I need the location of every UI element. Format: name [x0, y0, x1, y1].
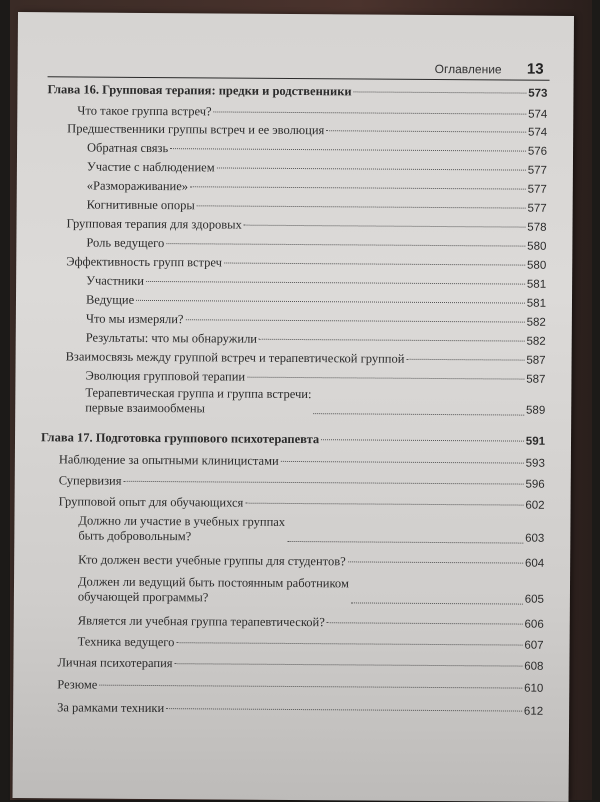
toc-entry[interactable]: Взаимосвязь между группой встреч и терапевтической группой 587	[65, 349, 546, 367]
toc-entry[interactable]: Терапевтическая группа и группа встречи: первые взаимообмены 589	[85, 385, 546, 417]
toc-entry[interactable]: «Размораживание» 577	[86, 178, 547, 196]
toc-entry[interactable]: Является ли учебная группа терапевтической? 606	[77, 613, 544, 631]
toc-entry[interactable]: Кто должен вести учебные группы для студентов? 604	[78, 552, 545, 570]
toc-entry[interactable]: Что мы измеряли? 582	[85, 311, 546, 329]
toc-entry[interactable]: Эффективность групп встреч 580	[66, 254, 547, 272]
toc-entry[interactable]: Должен ли ведущий быть постоянным работником обучающей программы? 605	[77, 574, 544, 606]
toc-entry[interactable]: Роль ведущего 580	[86, 235, 547, 253]
book-page	[13, 12, 574, 802]
toc-entry[interactable]: Резюме 610	[57, 677, 544, 695]
toc-entry[interactable]: Личная психотерапия 608	[57, 655, 544, 673]
toc-entry[interactable]: Должно ли участие в учебных группах быть добровольным? 603	[78, 513, 545, 545]
toc-entry[interactable]: Результаты: что мы обнаружили 582	[85, 330, 546, 348]
toc-entry[interactable]: Наблюдение за опытными клиницистами 593	[58, 452, 545, 470]
toc-entry[interactable]: Участники 581	[86, 273, 547, 291]
toc-entry[interactable]: Групповая терапия для здоровых 578	[66, 216, 547, 234]
toc-entry[interactable]: Когнитивные опоры 577	[86, 197, 547, 215]
toc-entry[interactable]: Что такое группа встреч? 574	[77, 103, 548, 121]
chapter-16-heading[interactable]: Глава 16. Групповая терапия: предки и родственники 573	[47, 82, 548, 100]
toc-entry[interactable]: Техника ведущего 607	[77, 634, 544, 652]
chapter-17-heading[interactable]: Глава 17. Подготовка группового психотерапевта 591	[40, 430, 546, 448]
toc-entry[interactable]: Ведущие 581	[85, 292, 547, 310]
table-of-contents	[13, 12, 574, 802]
toc-entry[interactable]: Участие с наблюдением 577	[86, 159, 547, 177]
toc-entry[interactable]: Эволюция групповой терапии 587	[85, 368, 546, 386]
header-title: Оглавление	[434, 61, 502, 77]
toc-entry[interactable]: Предшественники группы встреч и ее эволюция 574	[67, 121, 548, 139]
toc-entry[interactable]: Супервизия 596	[58, 473, 545, 491]
toc-entry[interactable]: За рамками техники 612	[57, 700, 544, 718]
toc-entry[interactable]: Групповой опыт для обучающихся 602	[58, 494, 545, 512]
toc-entry[interactable]: Обратная связь 576	[87, 140, 548, 158]
page-number: 13	[526, 60, 544, 78]
